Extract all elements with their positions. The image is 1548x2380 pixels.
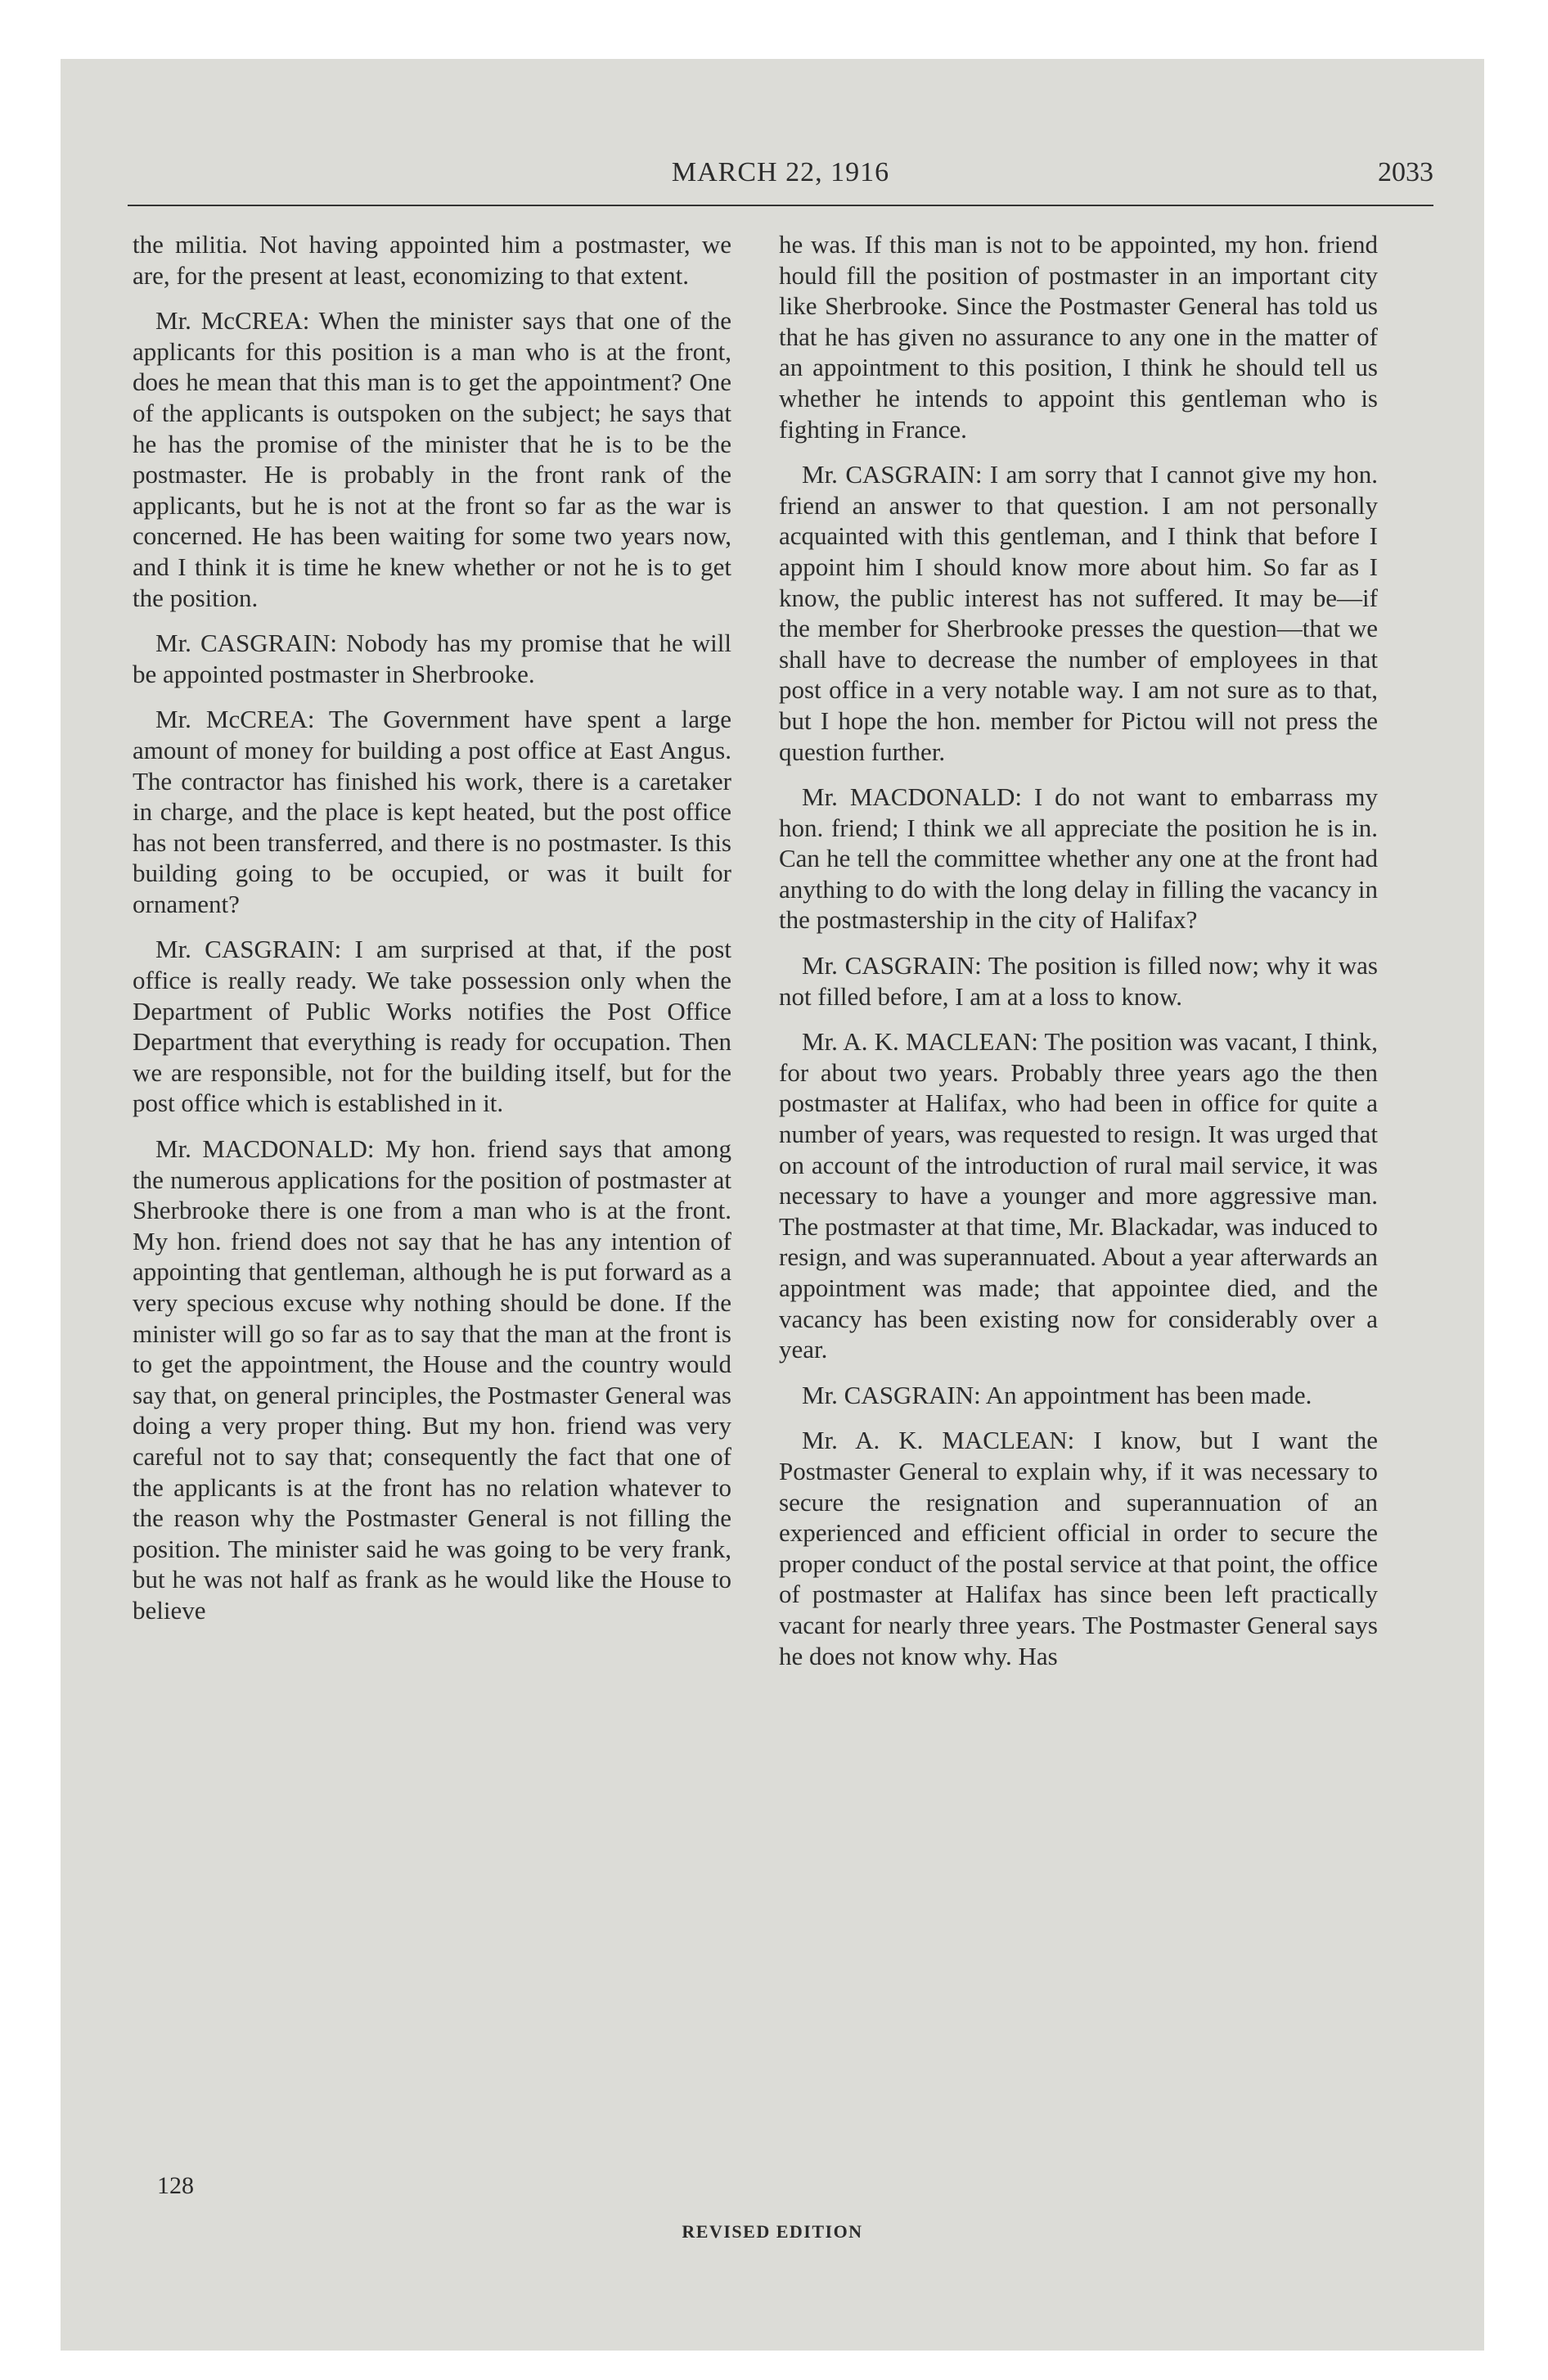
paragraph: Mr. CASGRAIN: The position is filled now; why it was not filled before, I am at a loss to know. — [779, 951, 1378, 1011]
paragraph: Mr. McCREA: When the minister says that one of the applicants for this position is a man who is at the front, does he mean that this man is to get the appointment? One of the applicants is outspoken on the subject; he says that he has the promise of the minister that he is to be the postmaster. He is probably in the front rank of the applicants, but he is not at the front so far as the war is concerned. He has been waiting for some two years now, and I think it is time he knew whether or not he is to get the position. — [133, 306, 731, 612]
paragraph: Mr. McCREA: The Government have spent a large amount of money for building a post office at East Angus. The contractor has finished his work, there is a caretaker in charge, and the place is kept heated, but the post office has not been transferred, and there is no postmaster. Is this building going to be occupied, or was it built for ornament? — [133, 705, 731, 918]
paragraph: Mr. A. K. MACLEAN: I know, but I want the Postmaster General to explain why, if it was necessary to secure the resignation and superannuation of an experienced and efficient official in order to secure the proper conduct of the postal service at that point, the office of postmaster at Halifax has since been left practically vacant for nearly three years. The Postmaster General says he does not know why. Has — [779, 1426, 1378, 1670]
paragraph: he was. If this man is not to be appointed, my hon. friend hould fill the position of postmaster in an important city like Sherbrooke. Since the Postmaster General has told us that he has given no assurance to any one in the matter of an appointment to this position, I think he should tell us whether he intends to appoint this gentleman who is fighting in France. — [779, 230, 1378, 444]
page — [61, 59, 1484, 2351]
paragraph: Mr. CASGRAIN: I am surprised at that, if the post office is really ready. We take possession only when the Department of Public Works notifies the Post Office Department that everything is ready for occupation. Then we are responsible, not for the building itself, but for the post office which is established in it. — [133, 935, 731, 1118]
page-number: 2033 — [1378, 157, 1433, 187]
page-header — [128, 151, 1433, 192]
edition-footer: REVISED EDITION — [682, 2221, 863, 2242]
right-column — [779, 229, 1378, 1686]
paragraph: the militia. Not having appointed him a postmaster, we are, for the present at least, economizing to that extent. — [133, 230, 731, 290]
paragraph: Mr. CASGRAIN: Nobody has my promise that he will be appointed postmaster in Sherbrooke. — [133, 629, 731, 688]
page-date: MARCH 22, 1916 — [671, 157, 890, 187]
paragraph: Mr. CASGRAIN: An appointment has been made. — [802, 1380, 1312, 1409]
signature-mark: 128 — [157, 2172, 194, 2199]
paragraph: Mr. CASGRAIN: I am sorry that I cannot give my hon. friend an answer to that question. I am not personally acquainted with this gentleman, and I think that before I appoint him I should know more about him. So far as I know, the public interest has not suffered. It may be—if the member for Sherbrooke presses the question—that we shall have to decrease the number of employees in that post office in a very notable way. I am not sure as to that, but I hope the hon. member for Pictou will not press the question further. — [779, 460, 1378, 766]
header-rule — [128, 205, 1433, 206]
left-column — [133, 229, 731, 1641]
scanned-page — [61, 59, 1484, 2351]
paragraph: Mr. MACDONALD: My hon. friend says that among the numerous applications for the position of postmaster at Sherbrooke there is one from a man who is at the front. My hon. friend does not say that he has any intention of appointing that gentleman, although he is put forward as a very specious excuse why nothing should be done. If the minister will go so far as to say that the man at the front is to get the appointment, the House and the country would say that, on general principles, the Postmaster General was doing a very proper thing. But my hon. friend was very careful not to say that; consequently the fact that one of the applicants is at the front has no relation whatever to the reason why the Postmaster General is not filling the position. The minister said he was going to be very frank, but he was not half as frank as he would like the House to believe — [133, 1134, 731, 1625]
paragraph: Mr. A. K. MACLEAN: The position was vacant, I think, for about two years. Probably three years ago the then postmaster at Halifax, who had been in office for quite a number of years, was requested to resign. It was urged that on account of the introduction of rural mail service, it was necessary to have a younger and more aggressive man. The postmaster at that time, Mr. Blackadar, was induced to resign, and was superannuated. About a year afterwards an appointment was made; that appointee died, and the vacancy has been existing now for considerably over a year. — [779, 1027, 1378, 1364]
paragraph: Mr. MACDONALD: I do not want to embarrass my hon. friend; I think we all appreciate the position he is in. Can he tell the committee whether any one at the front had anything to do with the long delay in filling the vacancy in the postmastership in the city of Halifax? — [779, 782, 1378, 935]
